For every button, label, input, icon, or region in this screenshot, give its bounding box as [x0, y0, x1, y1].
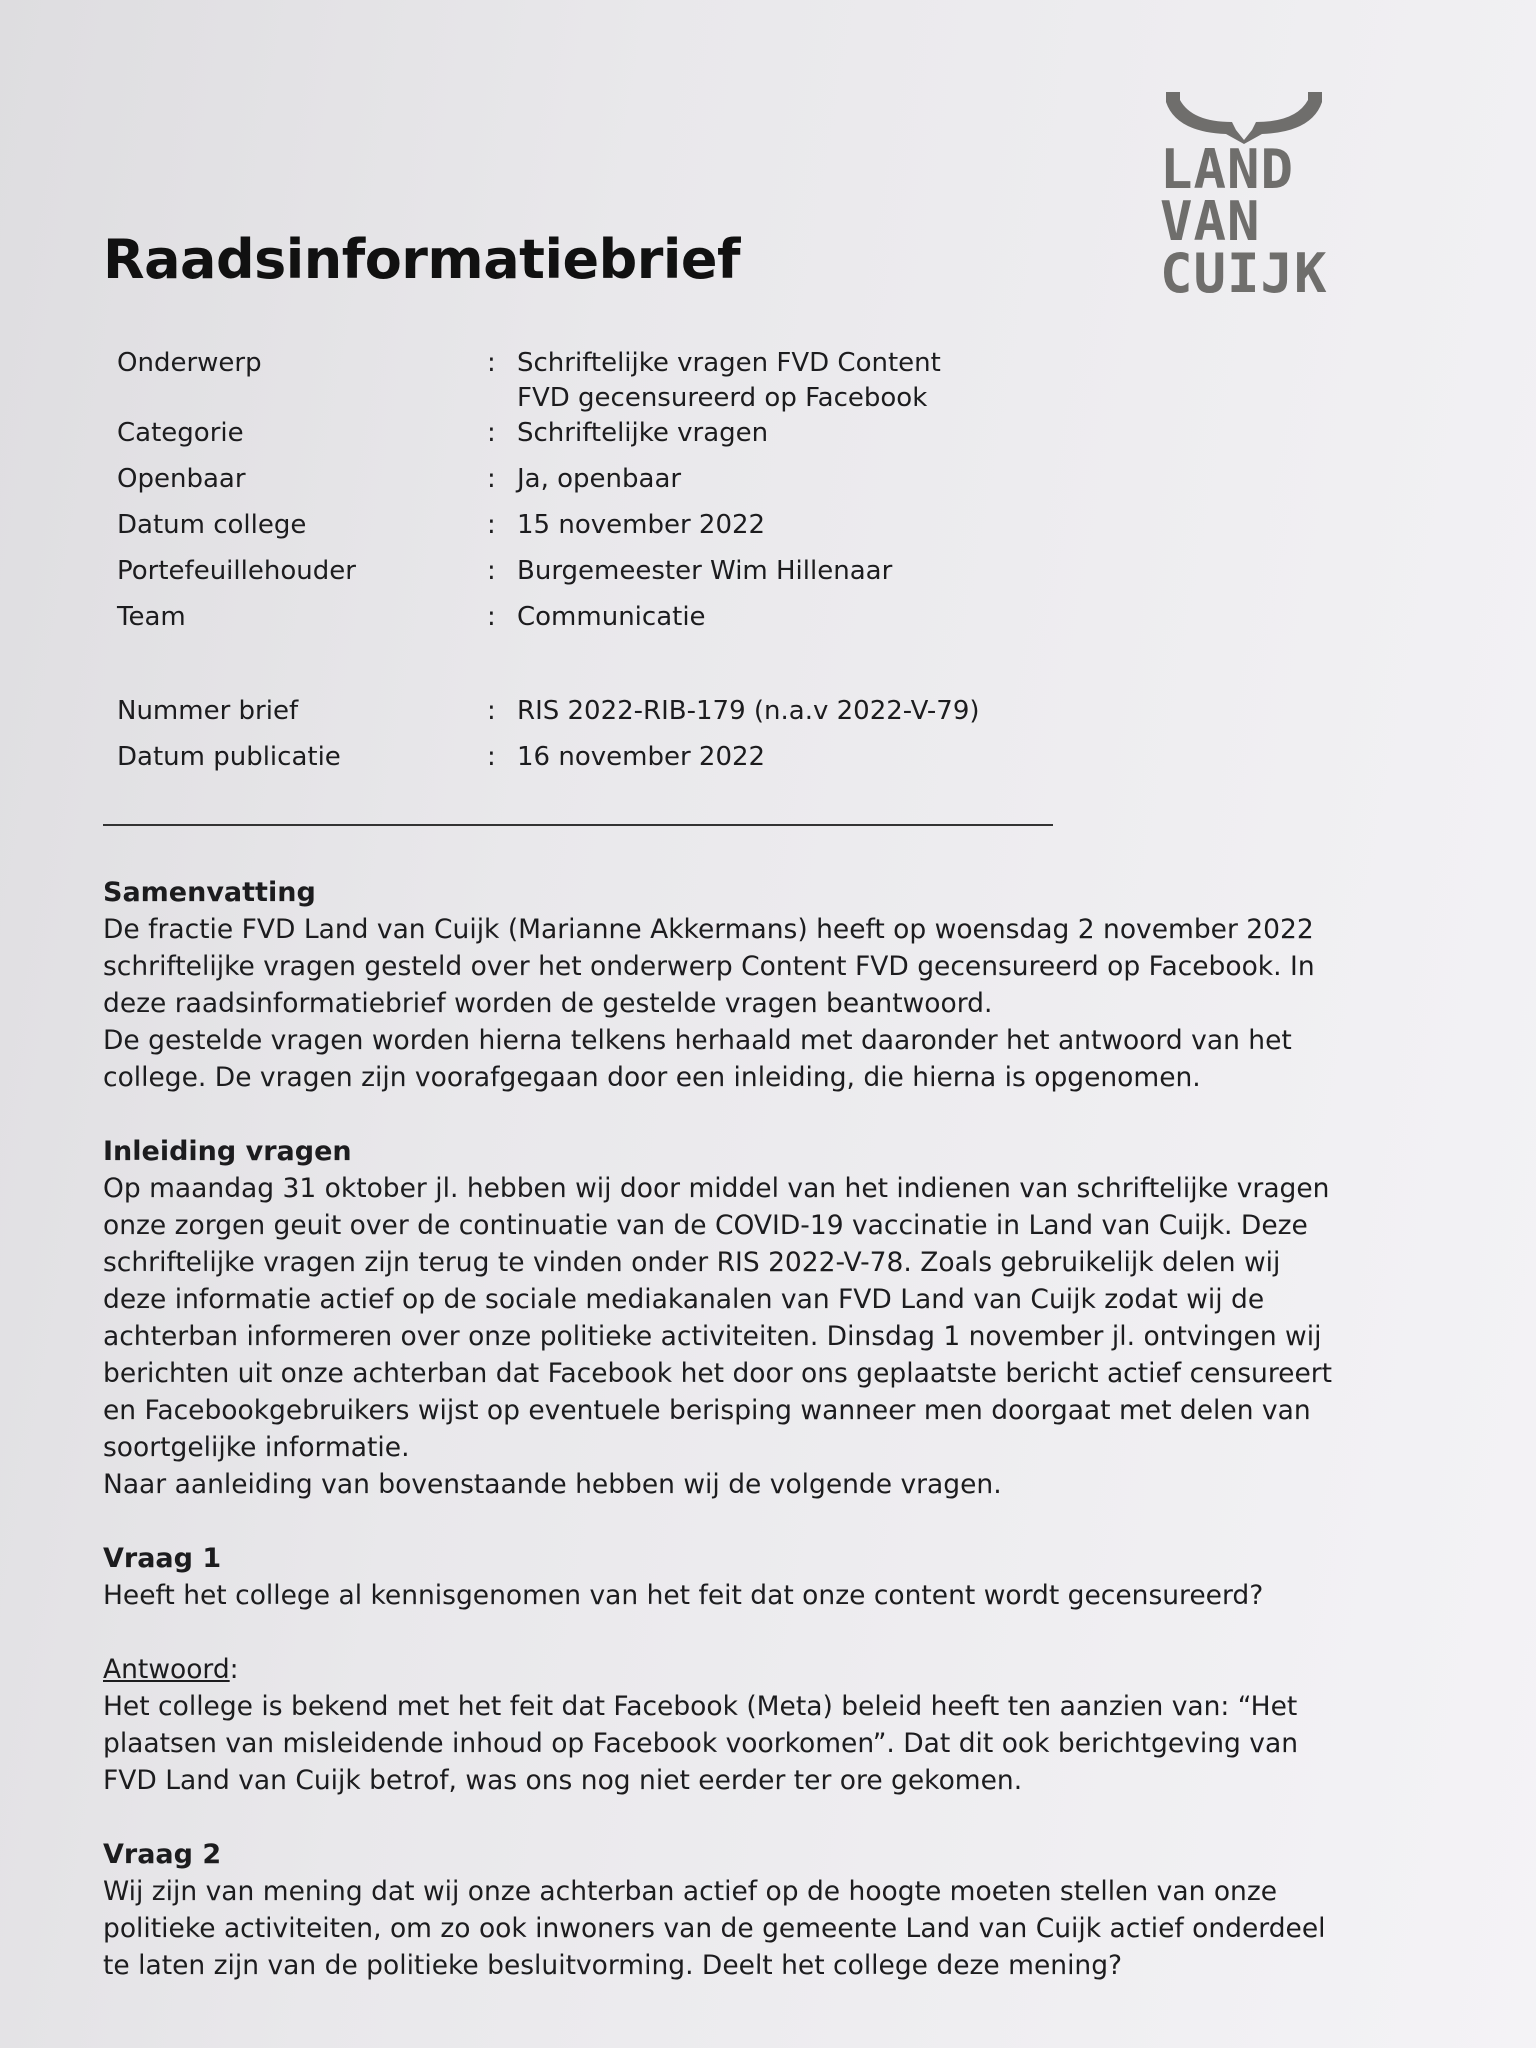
meta-row-onderwerp: Onderwerp : Schriftelijke vragen FVD Content FVD gecensureerd op Facebook [117, 348, 941, 413]
heading-vraag-2: Vraag 2 [103, 1839, 222, 1870]
logo-line-1: LAND [1160, 138, 1295, 201]
divider-line [103, 824, 1053, 826]
heading-vraag-1: Vraag 1 [103, 1543, 222, 1574]
meta-row-team: Team : Communicatie [117, 602, 706, 632]
heading-samenvatting: Samenvatting [103, 877, 316, 908]
section-antwoord-1 [103, 1651, 1333, 1799]
land-van-cuijk-logo [1160, 88, 1335, 305]
section-inleiding [103, 1133, 1333, 1503]
section-vraag-2 [103, 1836, 1333, 1984]
meta-row-datum-college: Datum college : 15 november 2022 [117, 510, 766, 540]
heading-inleiding: Inleiding vragen [103, 1136, 352, 1167]
metadata-table [117, 340, 1017, 780]
vraag-2-text: Wij zijn van mening dat wij onze achterban actief op de hoogte moeten stellen van onze politieke activiteiten, om zo ook inwoners van de gemeente Land van Cuijk actief onderdeel te laten zijn van de politieke besluitvorming. Deelt het college deze mening? [103, 1876, 1326, 1981]
meta-row-openbaar: Openbaar : Ja, openbaar [117, 464, 682, 494]
inleiding-paragraph-1: Op maandag 31 oktober jl. hebben wij door middel van het indienen van schriftelijke vragen onze zorgen geuit over de continuatie van de COVID-19 vaccinatie in Land van Cuijk. Deze schriftelijke vragen zijn terug te vinden onder RIS 2022-V-78. Zoals gebruikelijk delen wij deze informatie actief op de sociale mediakanalen van FVD Land van Cuijk zodat wij de achterban informeren over onze politieke activiteiten. Dinsdag 1 november jl. ontvingen wij berichten uit onze achterban dat Facebook het door ons geplaatste bericht actief censureert en Facebookgebruikers wijst op eventuele berisping wanneer men doorgaat met delen van soortgelijke informatie. [103, 1173, 1333, 1463]
document-body [103, 874, 1333, 2021]
document-title: Raadsinformatiebrief [103, 228, 740, 291]
horns-icon [1162, 88, 1327, 144]
meta-row-nummer-brief: Nummer brief : RIS 2022-RIB-179 (n.a.v 2022-V-79) [117, 696, 980, 726]
section-vraag-1 [103, 1540, 1333, 1614]
meta-row-categorie: Categorie : Schriftelijke vragen [117, 418, 769, 448]
logo-line-2: VAN [1160, 190, 1261, 253]
section-samenvatting [103, 874, 1333, 1096]
vraag-1-text: Heeft het college al kennisgenomen van het feit dat onze content wordt gecensureerd? [103, 1580, 1264, 1611]
antwoord-1-label: Antwoord: [103, 1654, 239, 1685]
meta-row-portefeuillehouder: Portefeuillehouder : Burgemeester Wim Hillenaar [117, 556, 893, 586]
logo-line-3: CUIJK [1160, 242, 1328, 305]
samenvatting-paragraph-2: De gestelde vragen worden hierna telkens herhaald met daaronder het antwoord van het college. De vragen zijn voorafgegaan door een inleiding, die hierna is opgenomen. [103, 1025, 1292, 1093]
meta-row-datum-publicatie: Datum publicatie : 16 november 2022 [117, 742, 766, 772]
antwoord-1-text: Het college is bekend met het feit dat Facebook (Meta) beleid heeft ten aanzien van: “Het plaatsen van misleidende inhoud op Facebook voorkomen”. Dat dit ook berichtgeving van FVD Land van Cuijk betrof, was ons nog niet eerder ter ore gekomen. [103, 1691, 1298, 1796]
samenvatting-paragraph-1: De fractie FVD Land van Cuijk (Marianne Akkermans) heeft op woensdag 2 november 2022 schriftelijke vragen gesteld over het onderwerp Content FVD gecensureerd op Facebook. In deze raadsinformatiebrief worden de gestelde vragen beantwoord. [103, 914, 1315, 1019]
inleiding-paragraph-2: Naar aanleiding van bovenstaande hebben wij de volgende vragen. [103, 1469, 1002, 1500]
